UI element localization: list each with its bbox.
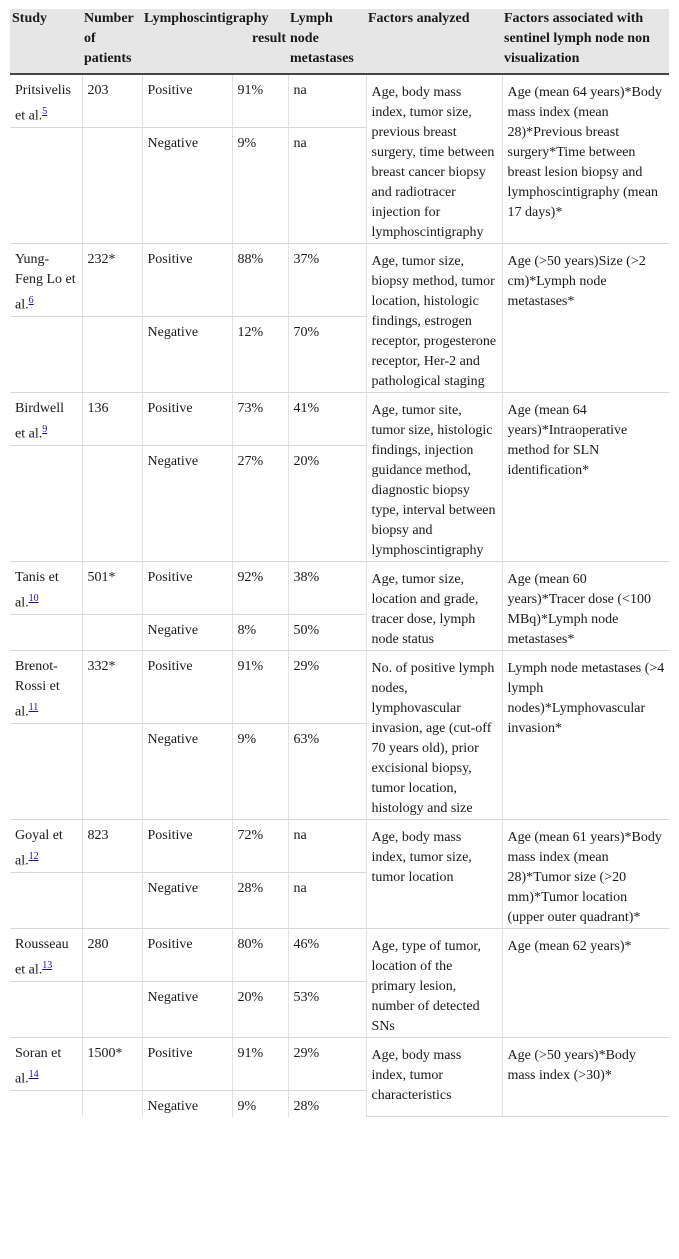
patients-cell-empty: [82, 316, 142, 392]
study-cell: [10, 244, 82, 317]
factors-analyzed-cell: Age, body mass index, tumor size, previous breast surgery, time between breast cancer biopsy and radiotracer injection for lymphoscintigraphy: [366, 74, 502, 244]
result-label: Positive: [142, 244, 232, 317]
result-percent: 20%: [232, 981, 288, 1037]
patients-cell: 1500*: [82, 1038, 142, 1091]
metastases-value: 29%: [288, 1038, 366, 1091]
result-label: Negative: [142, 872, 232, 928]
study-cell-empty: [10, 872, 82, 928]
patients-cell: 332*: [82, 651, 142, 724]
study-cell-empty: [10, 981, 82, 1037]
patients-cell: 501*: [82, 562, 142, 615]
study-cell: [10, 651, 82, 724]
metastases-value: na: [288, 820, 366, 873]
result-label: Negative: [142, 614, 232, 650]
result-label: Positive: [142, 820, 232, 873]
factors-analyzed-cell: Age, tumor size, biopsy method, tumor location, histologic findings, estrogen receptor, progesterone receptor, Her-2 and pathological staging: [366, 244, 502, 393]
patients-cell: 203: [82, 74, 142, 127]
factors-analyzed-cell: Age, body mass index, tumor size, tumor location: [366, 820, 502, 929]
study-cell-empty: [10, 1090, 82, 1117]
result-label: Negative: [142, 981, 232, 1037]
result-percent: 72%: [232, 820, 288, 873]
reference-link[interactable]: 13: [42, 960, 53, 971]
patients-cell-empty: [82, 723, 142, 819]
metastases-value: 50%: [288, 614, 366, 650]
metastases-value: 28%: [288, 1090, 366, 1117]
result-label: Negative: [142, 723, 232, 819]
study-name: Brenot-Rossi et al.: [15, 659, 60, 720]
reference-link[interactable]: 5: [42, 106, 48, 117]
metastases-value: 20%: [288, 445, 366, 561]
factors-associated-cell: Age (mean 61 years)*Body mass index (mean 28)*Tumor size (>20 mm)*Tumor location (upper outer quadrant)*: [502, 820, 669, 929]
study-cell: [10, 74, 82, 127]
metastases-value: 41%: [288, 393, 366, 446]
table-row-positive: [10, 651, 669, 724]
result-label: Negative: [142, 316, 232, 392]
metastases-value: na: [288, 127, 366, 243]
result-percent: 12%: [232, 316, 288, 392]
result-percent: 28%: [232, 872, 288, 928]
study-cell-empty: [10, 614, 82, 650]
factors-associated-cell: Lymph node metastases (>4 lymph nodes)*Lymphovascular invasion*: [502, 651, 669, 820]
table-row-positive: [10, 74, 669, 127]
patients-cell: 232*: [82, 244, 142, 317]
study-name: Pritsivelis et al.: [15, 83, 72, 124]
table-row-positive: [10, 820, 669, 873]
table-row-positive: [10, 393, 669, 446]
result-percent: 27%: [232, 445, 288, 561]
study-cell-empty: [10, 127, 82, 243]
result-percent: 73%: [232, 393, 288, 446]
patients-cell-empty: [82, 614, 142, 650]
table-row-positive: [10, 1038, 669, 1091]
result-percent: 8%: [232, 614, 288, 650]
result-label: Negative: [142, 445, 232, 561]
result-percent: 88%: [232, 244, 288, 317]
patients-cell-empty: [82, 445, 142, 561]
result-label: Positive: [142, 1038, 232, 1091]
factors-associated-cell: Age (>50 years)Size (>2 cm)*Lymph node metastases*: [502, 244, 669, 393]
patients-cell: 280: [82, 929, 142, 982]
metastases-value: 46%: [288, 929, 366, 982]
study-cell-empty: [10, 723, 82, 819]
metastases-value: 53%: [288, 981, 366, 1037]
patients-cell-empty: [82, 872, 142, 928]
table-row-positive: [10, 562, 669, 615]
result-label: Negative: [142, 1090, 232, 1117]
header-row: [10, 9, 669, 74]
result-label: Positive: [142, 929, 232, 982]
reference-link[interactable]: 10: [28, 593, 39, 604]
header-study: Study: [10, 9, 82, 74]
result-percent: 91%: [232, 1038, 288, 1091]
study-cell: [10, 1038, 82, 1091]
factors-analyzed-cell: No. of positive lymph nodes, lymphovascular invasion, age (cut-off 70 years old), prior excisional biopsy, tumor location, histology and size: [366, 651, 502, 820]
result-label: Positive: [142, 651, 232, 724]
study-cell-empty: [10, 445, 82, 561]
result-percent: 91%: [232, 74, 288, 127]
metastases-value: 63%: [288, 723, 366, 819]
patients-cell-empty: [82, 127, 142, 243]
study-cell: [10, 929, 82, 982]
patients-cell-empty: [82, 981, 142, 1037]
metastases-value: 38%: [288, 562, 366, 615]
study-cell: [10, 393, 82, 446]
studies-table: [10, 9, 669, 1117]
header-metastases: Lymph node metastases: [288, 9, 366, 74]
study-name: Soran et al.: [15, 1046, 62, 1087]
factors-analyzed-cell: Age, tumor size, location and grade, tracer dose, lymph node status: [366, 562, 502, 651]
factors-analyzed-cell: Age, body mass index, tumor characteristics: [366, 1038, 502, 1117]
metastases-value: 29%: [288, 651, 366, 724]
factors-analyzed-cell: Age, type of tumor, location of the primary lesion, number of detected SNs: [366, 929, 502, 1038]
factors-analyzed-cell: Age, tumor site, tumor size, histologic findings, injection guidance method, diagnostic biopsy type, interval between biopsy and lymphoscintigraphy: [366, 393, 502, 562]
metastases-value: na: [288, 74, 366, 127]
result-label: Positive: [142, 74, 232, 127]
table-body: [10, 74, 669, 1117]
result-percent: 91%: [232, 651, 288, 724]
study-cell: [10, 562, 82, 615]
factors-associated-cell: Age (mean 62 years)*: [502, 929, 669, 1038]
metastases-value: 70%: [288, 316, 366, 392]
table-row-positive: [10, 929, 669, 982]
header-patients: Number of patients: [82, 9, 142, 74]
result-label: Negative: [142, 127, 232, 243]
metastases-value: 37%: [288, 244, 366, 317]
study-cell: [10, 820, 82, 873]
reference-link[interactable]: 9: [42, 424, 48, 435]
reference-link[interactable]: 11: [28, 702, 39, 713]
factors-associated-cell: Age (mean 60 years)*Tracer dose (<100 MBq)*Lymph node metastases*: [502, 562, 669, 651]
study-name: Yung-Feng Lo et al.: [15, 252, 76, 313]
header-factors-analyzed: Factors analyzed: [366, 9, 502, 74]
table-row-positive: [10, 244, 669, 317]
result-percent: 80%: [232, 929, 288, 982]
reference-link[interactable]: 14: [28, 1069, 39, 1080]
result-label: Positive: [142, 393, 232, 446]
result-percent: 9%: [232, 127, 288, 243]
study-name: Goyal et al.: [15, 828, 63, 869]
study-name: Birdwell et al.: [15, 401, 64, 442]
result-percent: 9%: [232, 1090, 288, 1117]
result-label: Positive: [142, 562, 232, 615]
study-cell-empty: [10, 316, 82, 392]
patients-cell-empty: [82, 1090, 142, 1117]
result-percent: 92%: [232, 562, 288, 615]
factors-associated-cell: Age (mean 64 years)*Intraoperative method for SLN identification*: [502, 393, 669, 562]
patients-cell: 823: [82, 820, 142, 873]
reference-link[interactable]: 12: [28, 851, 39, 862]
patients-cell: 136: [82, 393, 142, 446]
study-name: Rousseau et al.: [15, 937, 69, 978]
metastases-value: na: [288, 872, 366, 928]
header-lymphoscintigraphy: Lymphoscintigraphy result: [142, 9, 288, 74]
study-name: Tanis et al.: [15, 570, 59, 611]
factors-associated-cell: Age (>50 years)*Body mass index (>30)*: [502, 1038, 669, 1117]
factors-associated-cell: Age (mean 64 years)*Body mass index (mean 28)*Previous breast surgery*Time between breast lesion biopsy and lymphoscintigraphy (mean 17 days)*: [502, 74, 669, 244]
header-factors-associated: Factors associated with sentinel lymph node non visualization: [502, 9, 669, 74]
reference-link[interactable]: 6: [28, 295, 34, 306]
result-percent: 9%: [232, 723, 288, 819]
